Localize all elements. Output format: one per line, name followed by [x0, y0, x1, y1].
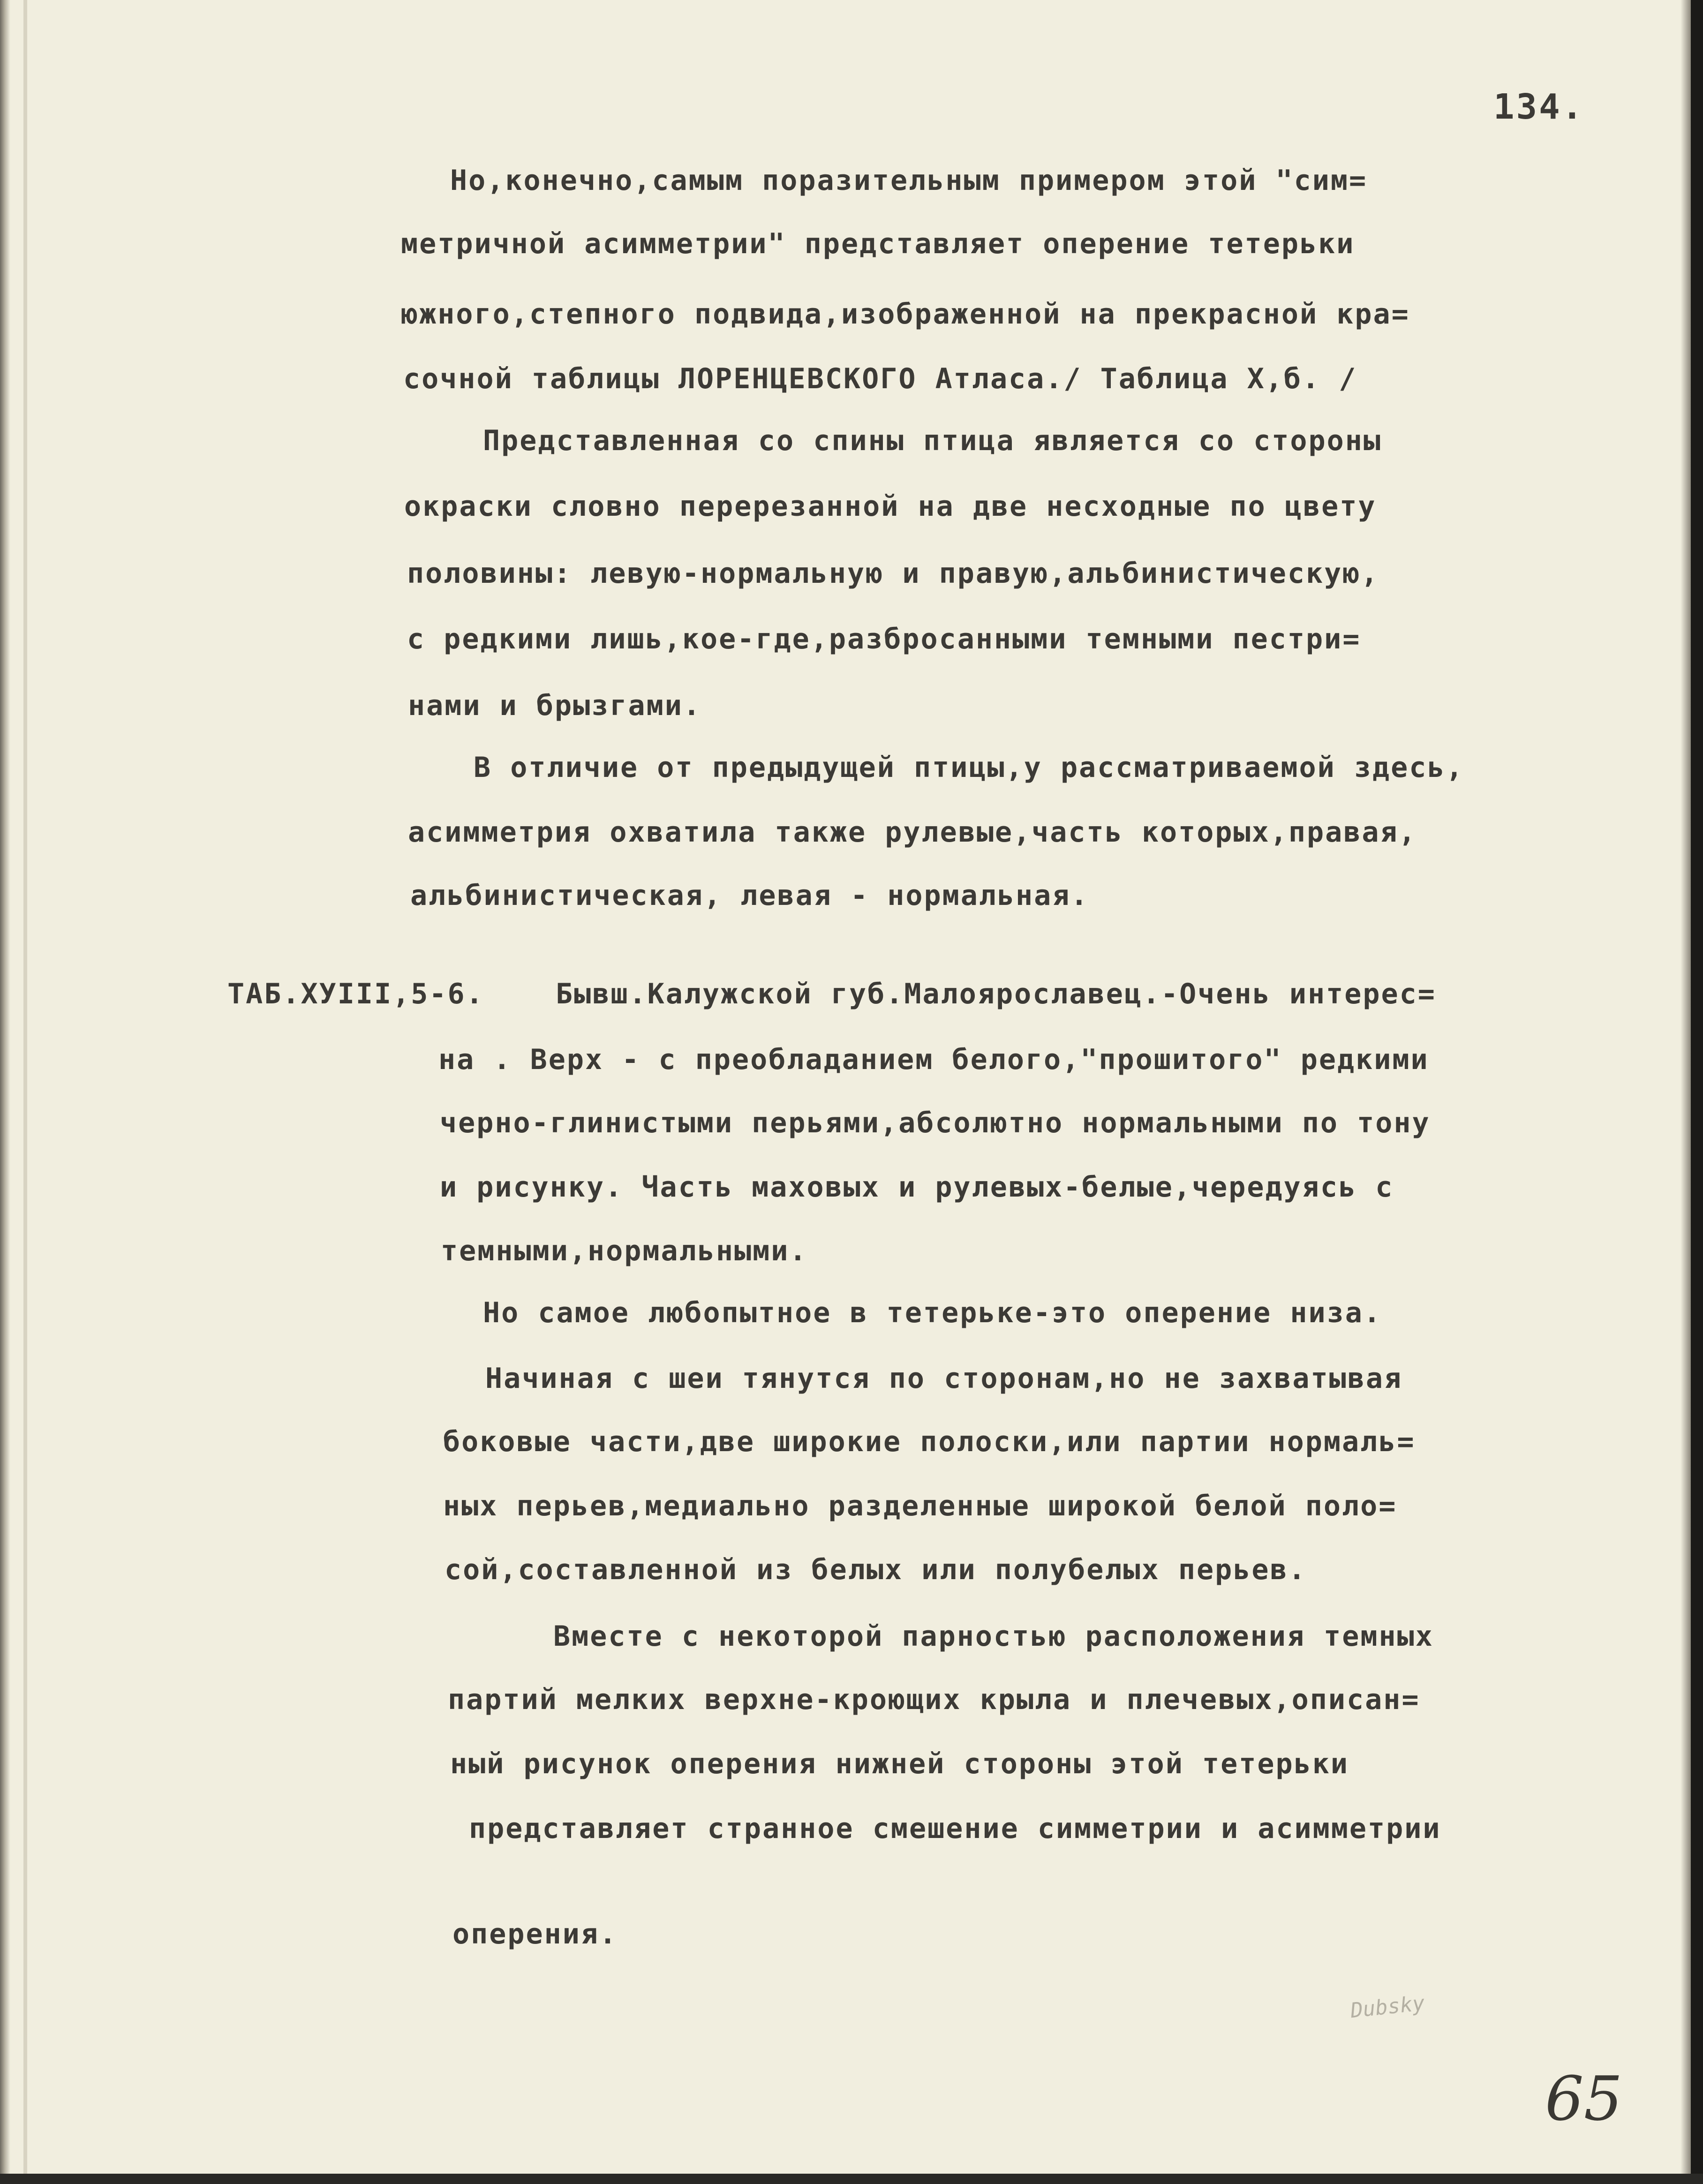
text-line: окраски словно перерезанной на две несходные по цвету: [404, 490, 1377, 523]
text-line: оперения.: [452, 1918, 618, 1951]
text-line: Представленная со спины птица является со стороны: [483, 424, 1382, 457]
text-line: и рисунку. Часть маховых и рулевых-белые,чередуясь с: [440, 1171, 1394, 1204]
page-left-edge: [0, 0, 10, 2184]
text-line: черно-глинистыми перьями,абсолютно нормальными по тону: [440, 1107, 1431, 1139]
text-line: ный рисунок оперения нижней стороны этой тетерьки: [450, 1747, 1349, 1780]
text-line: Бывш.Калужской губ.Малоярославец.-Очень интерес=: [556, 978, 1436, 1010]
page-left-fold: [23, 0, 27, 2184]
text-line: сой,составленной из белых или полубелых перьев.: [445, 1553, 1307, 1586]
handwritten-folio-number: 65: [1545, 2063, 1623, 2134]
text-line: на . Верх - с преобладанием белого,"прошитого" редкими: [438, 1043, 1429, 1076]
text-line: метричной асимметрии" представляет оперение тетерьки: [401, 227, 1355, 260]
table-reference: ТАБ.ХУIII,5-6.: [227, 978, 484, 1010]
text-line: асимметрия охватила также рулевые,часть которых,правая,: [408, 816, 1417, 849]
text-line: Вместе с некоторой парностью расположения темных: [553, 1620, 1434, 1653]
text-line: темными,нормальными.: [441, 1235, 808, 1267]
text-line: сочной таблицы ЛОРЕНЦЕВСКОГО Атласа./ Таблица Х,б. /: [403, 362, 1357, 395]
text-line: партий мелких верхне-кроющих крыла и плечевых,описан=: [448, 1683, 1420, 1716]
text-line: альбинистическая, левая - нормальная.: [410, 879, 1089, 912]
text-line: представляет странное смешение симметрии и асимметрии: [469, 1812, 1441, 1845]
text-line: боковые части,две широкие полоски,или партии нормаль=: [443, 1425, 1416, 1458]
text-line: В отличие от предыдущей птицы,у рассматриваемой здесь,: [474, 751, 1464, 784]
text-line: нами и брызгами.: [408, 689, 701, 722]
text-line: Но самое любопытное в тетерьке-это оперение низа.: [483, 1296, 1382, 1329]
text-line: с редкими лишь,кое-где,разбросанными темными пестри=: [407, 623, 1361, 655]
page-right-edge: [1691, 0, 1703, 2184]
text-line: половины: левую-нормальную и правую,альбинистическую,: [407, 557, 1379, 590]
page-right-shadow: [1680, 0, 1691, 2184]
page-bottom-edge: [0, 2174, 1703, 2184]
text-line: Но,конечно,самым поразительным примером этой "сим=: [450, 164, 1368, 197]
page-number: 134.: [1493, 87, 1585, 127]
text-line: Начиная с шеи тянутся по сторонам,но не захватывая: [485, 1362, 1403, 1395]
faint-pencil-mark: Dubsky: [1349, 1991, 1426, 2023]
text-line: ных перьев,медиально разделенные широкой белой поло=: [443, 1490, 1397, 1522]
text-line: южного,степного подвида,изображенной на прекрасной кра=: [401, 298, 1410, 331]
